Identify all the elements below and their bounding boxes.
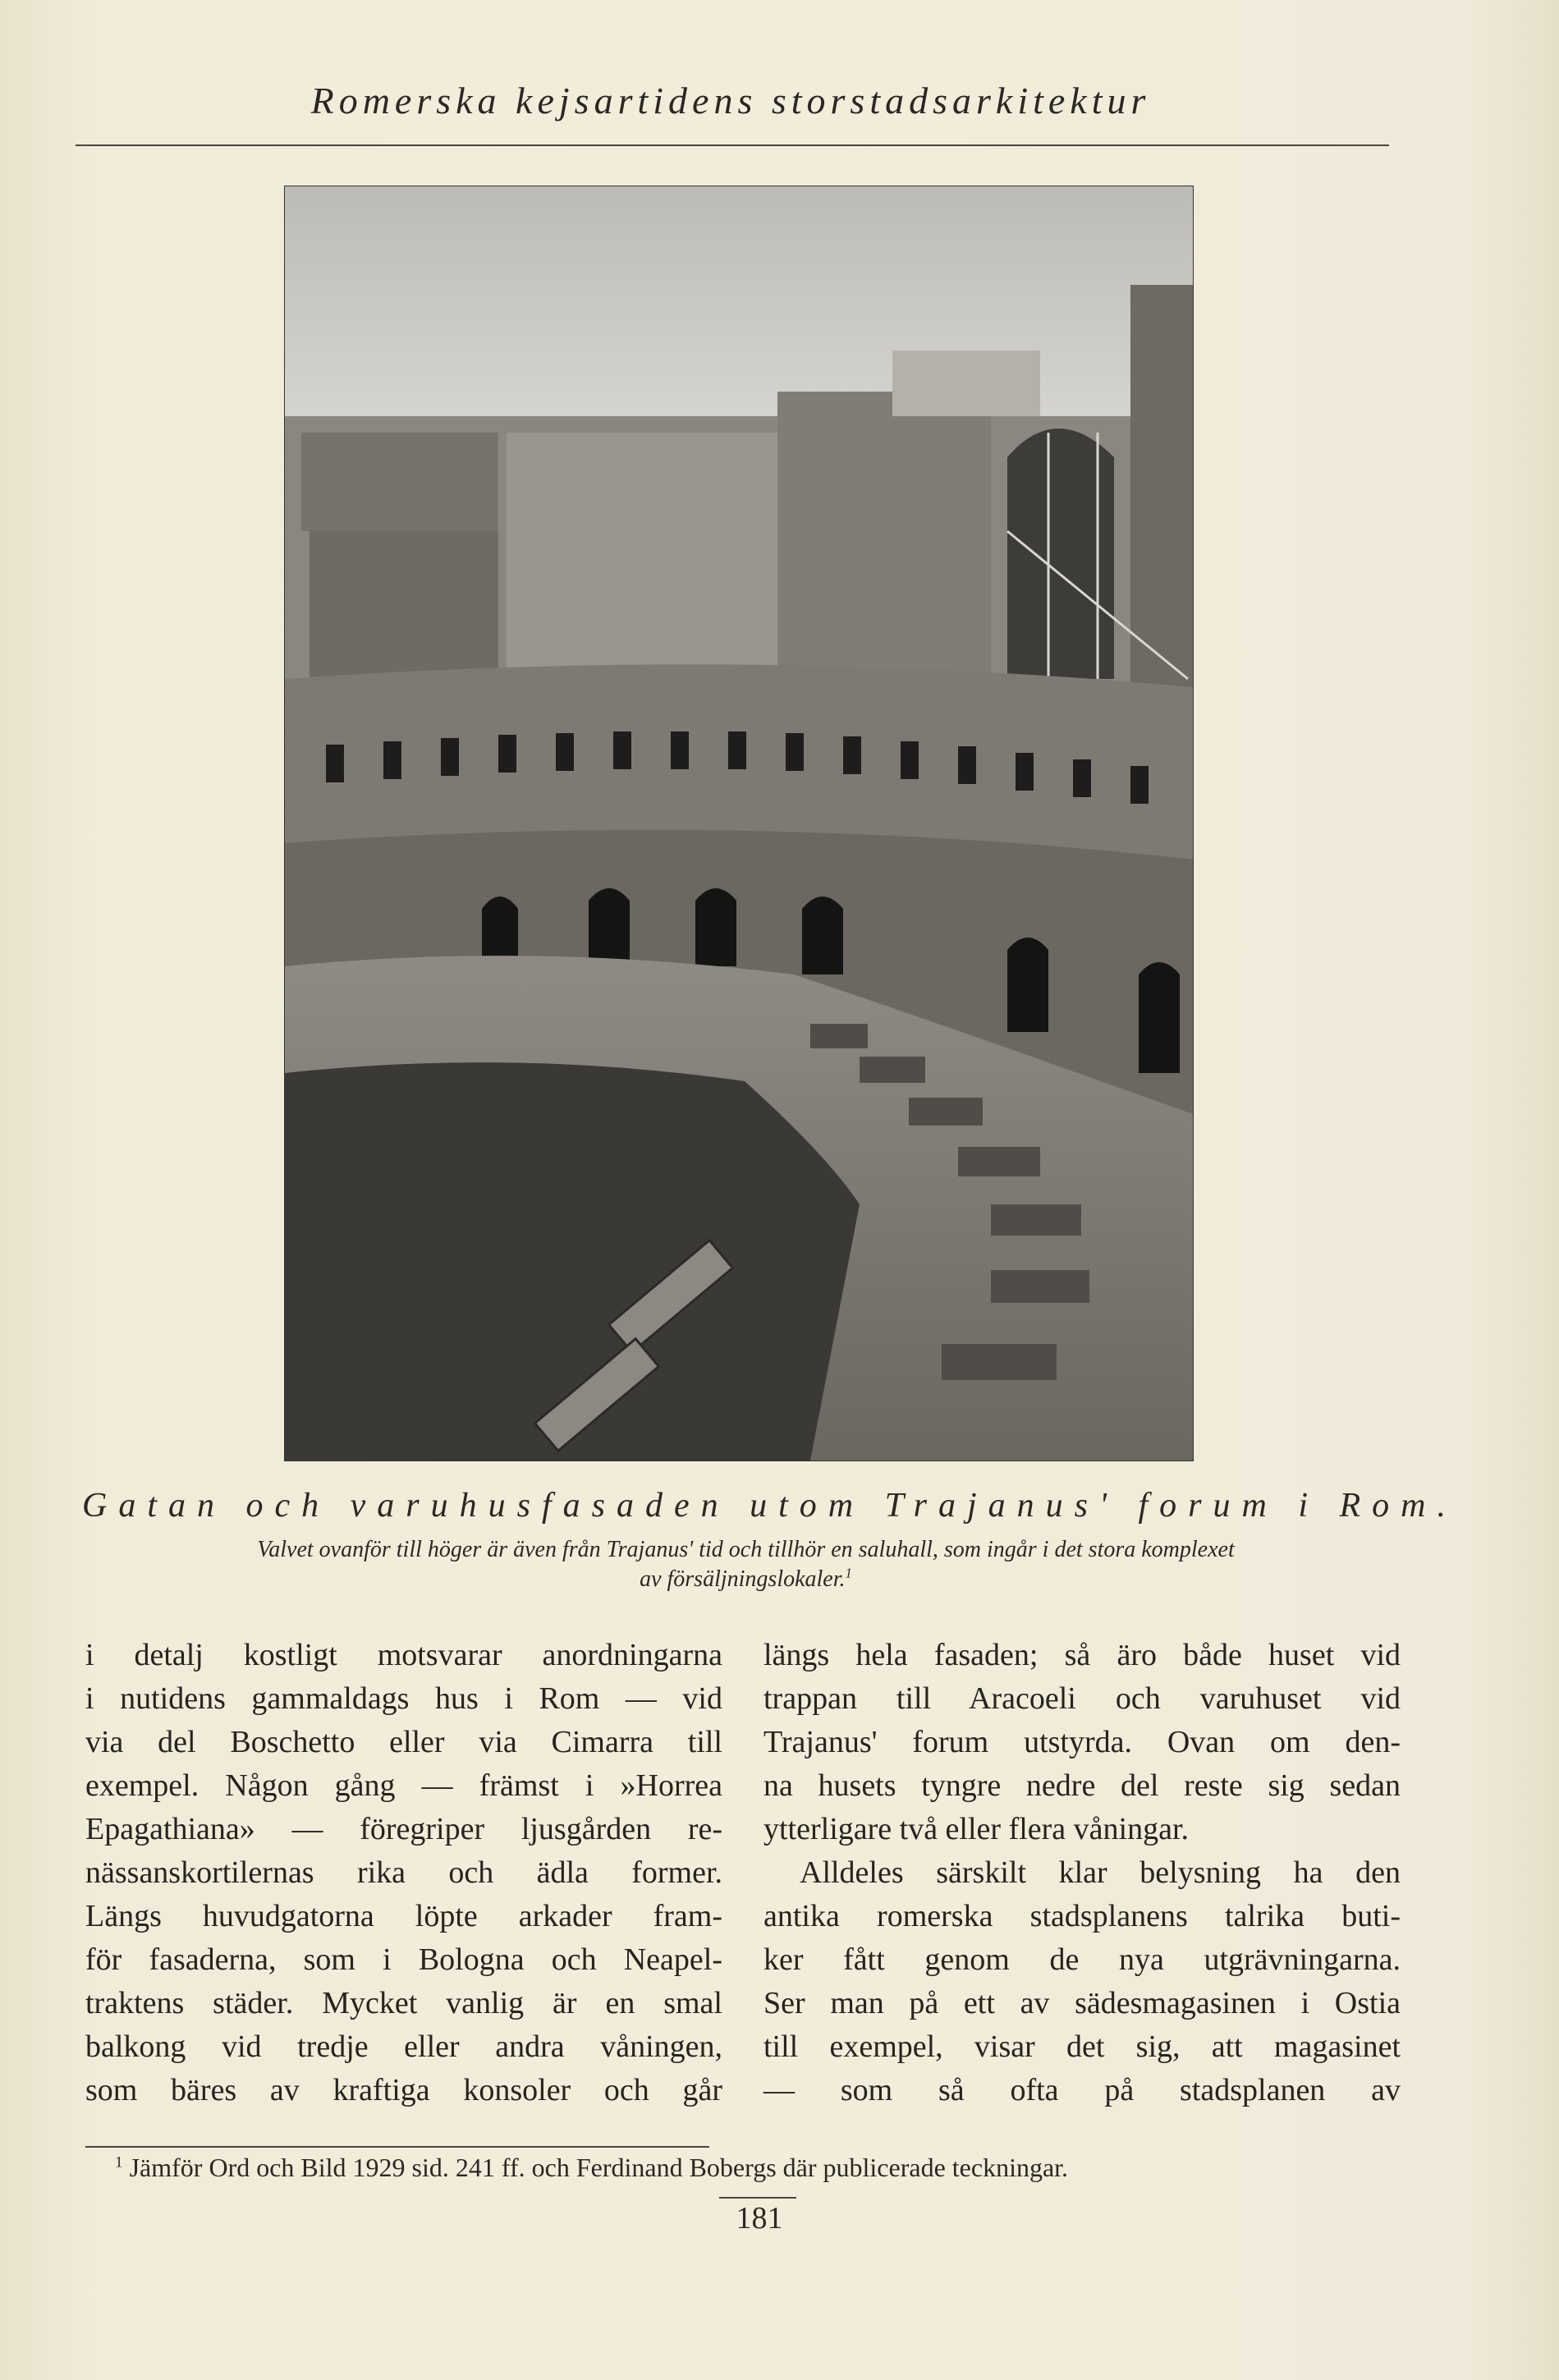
figure-caption-subtitle	[87, 1535, 1405, 1594]
left-column	[85, 1634, 722, 2112]
text-line: exempel. Någon gång — främst i »Horrea	[85, 1768, 722, 1803]
text-line: i detalj kostligt motsvarar anordningarna	[85, 1638, 722, 1672]
caption-line-2: av försäljningslokaler.	[640, 1566, 846, 1592]
caption-note-marker: 1	[845, 1565, 852, 1581]
page-number-rule	[719, 2197, 796, 2199]
text-line: balkong vid tredje eller andra våningen,	[85, 2029, 722, 2064]
text-line: Epagathiana» — föregriper ljusgården re-	[85, 1812, 722, 1846]
page-number: 181	[736, 2201, 783, 2236]
caption-line-1: Valvet ovanför till höger är även från Trajanus' tid och tillhör en saluhall, som ingår i det stora komplexet	[257, 1537, 1235, 1562]
text-line: traktens städer. Mycket vanlig är en smal	[85, 1986, 722, 2020]
text-line: Trajanus' forum utstyrda. Ovan om den-	[763, 1725, 1401, 1759]
text-line: som bäres av kraftiga konsoler och går	[85, 2073, 722, 2107]
text-line: Alldeles särskilt klar belysning ha den	[800, 1855, 1401, 1890]
text-line: för fasaderna, som i Bologna och Neapel-	[85, 1942, 722, 1977]
text-line: ker fått genom de nya utgrävningarna.	[763, 1942, 1401, 1977]
text-line: na husets tyngre nedre del reste sig sedan	[763, 1768, 1401, 1803]
text-line: ytterligare två eller flera våningar.	[763, 1812, 1190, 1846]
text-line: — som så ofta på stadsplanen av	[763, 2073, 1401, 2107]
text-line: Ser man på ett av sädesmagasinen i Ostia	[763, 1986, 1401, 2020]
header-rule	[76, 144, 1389, 146]
text-line: till exempel, visar det sig, att magasinet	[763, 2029, 1401, 2064]
footnote-marker: 1	[115, 2153, 123, 2171]
text-line: nässanskortilernas rika och ädla former.	[85, 1855, 722, 1890]
running-title: Romerska kejsartidens storstadsarkitektur	[310, 80, 1151, 122]
photo-illustration	[285, 186, 1193, 1461]
footnote-text: Jämför Ord och Bild 1929 sid. 241 ff. och Ferdinand Bobergs där publicerade teckningar.	[129, 2153, 1069, 2182]
text-line: antika romerska stadsplanens talrika buti-	[763, 1899, 1401, 1933]
text-line: längs hela fasaden; så äro både huset vid	[763, 1638, 1401, 1672]
text-line: trappan till Aracoeli och varuhuset vid	[763, 1681, 1401, 1716]
footnote	[115, 2149, 1428, 2185]
text-line: i nutidens gammaldags hus i Rom — vid	[85, 1681, 722, 1716]
body-text	[85, 1634, 1405, 2126]
photograph-trajan-markets	[284, 186, 1194, 1461]
figure-caption-title: Gatan och varuhusfasaden utom Trajanus' forum i Rom.	[82, 1487, 1458, 1525]
text-line: Längs huvudgatorna löpte arkader fram-	[85, 1899, 722, 1933]
text-line: via del Boschetto eller via Cimarra till	[85, 1725, 722, 1759]
footnote-rule	[85, 2146, 709, 2148]
right-column	[763, 1634, 1401, 2112]
